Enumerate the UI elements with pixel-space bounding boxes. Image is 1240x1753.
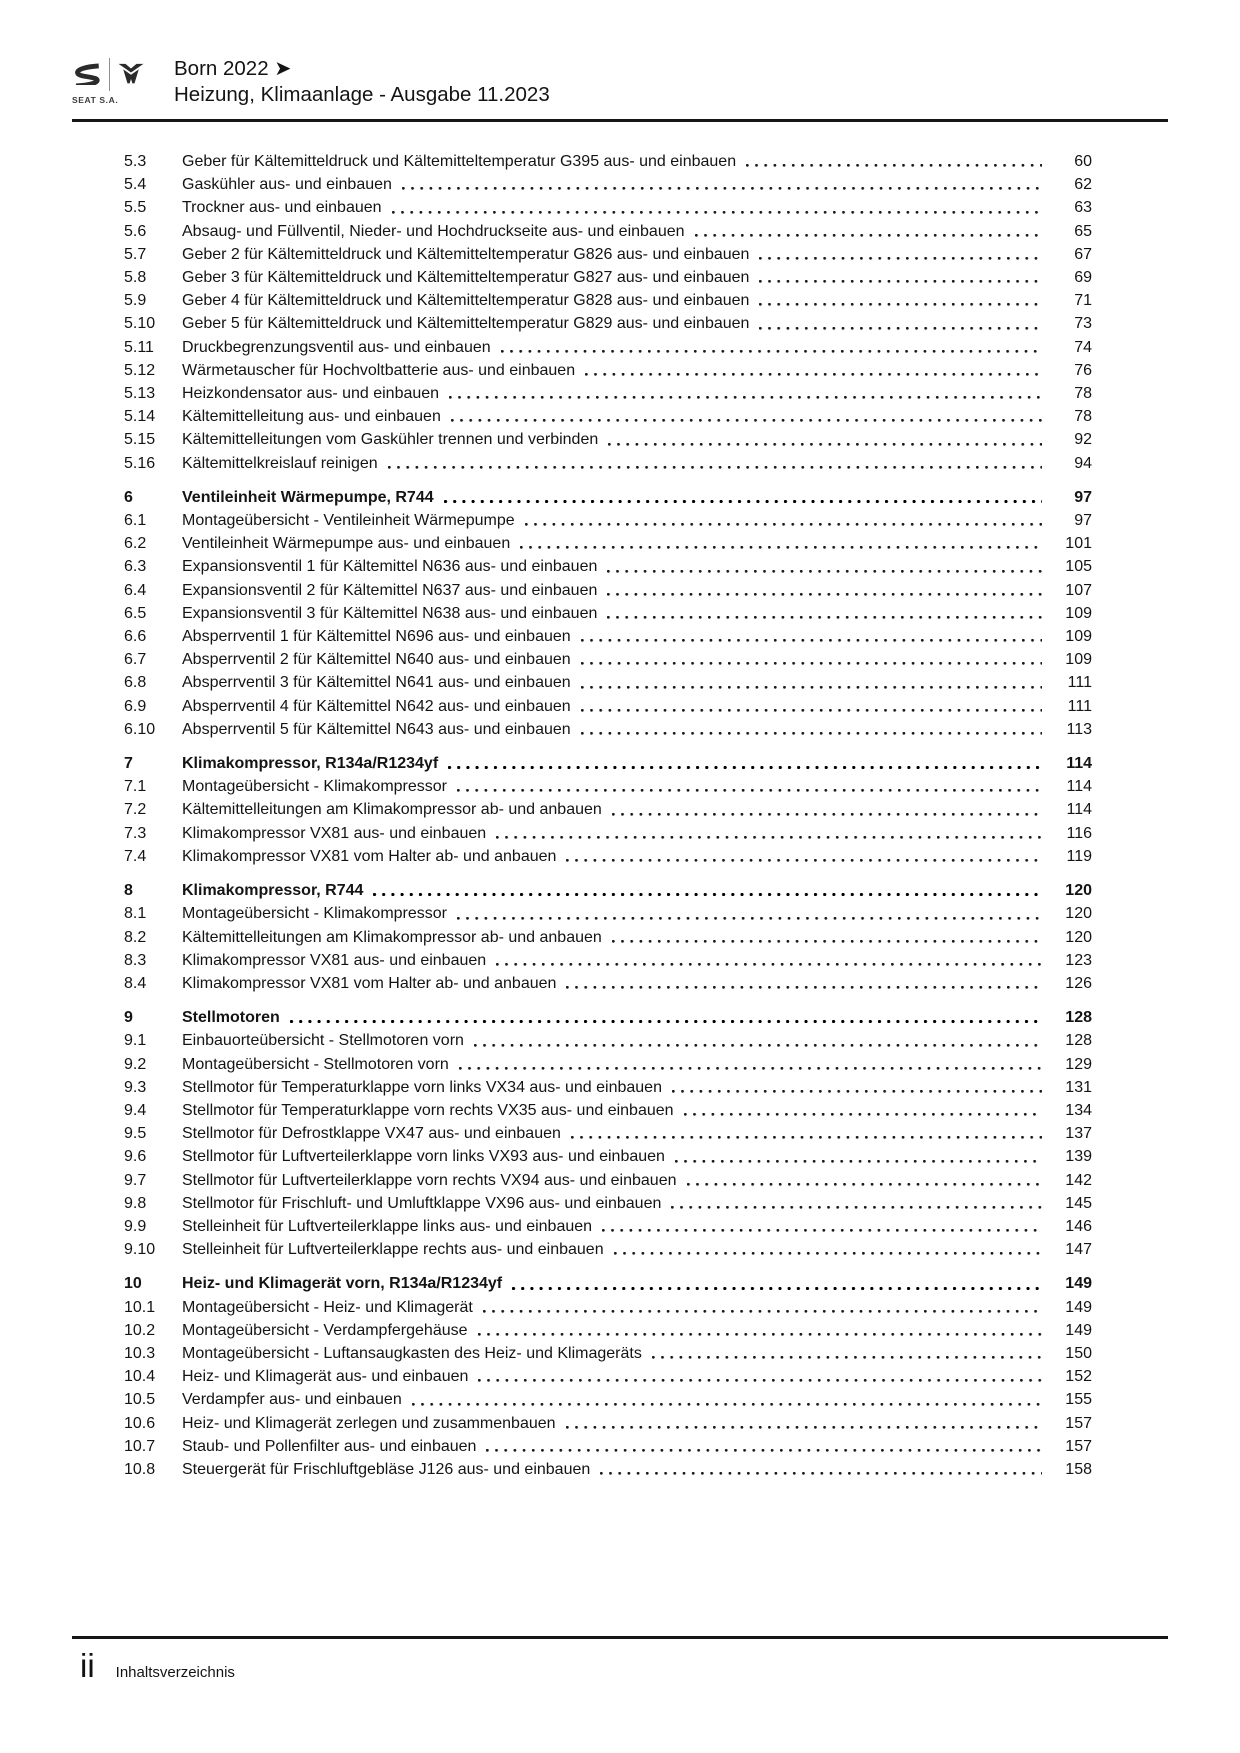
toc-entry-number: 10.3 bbox=[124, 1344, 156, 1362]
toc-entry-title: Druckbegrenzungsventil aus- und einbauen bbox=[182, 338, 491, 356]
toc-entry-page: 134 bbox=[1065, 1101, 1092, 1119]
dot-leader bbox=[566, 1412, 1042, 1435]
brand-block bbox=[72, 56, 158, 105]
toc-row bbox=[124, 486, 1092, 509]
toc-entry-number: 9.4 bbox=[124, 1101, 147, 1119]
toc-entry-number: 9.7 bbox=[124, 1171, 147, 1189]
toc-row bbox=[124, 1099, 1092, 1122]
toc-entry-page: 73 bbox=[1074, 315, 1092, 333]
toc-entry-number: 6.6 bbox=[124, 628, 147, 646]
toc-row bbox=[124, 1342, 1092, 1365]
dot-leader bbox=[448, 752, 1042, 775]
toc-entry-title: Stellmotoren bbox=[182, 1009, 280, 1027]
dot-leader bbox=[520, 532, 1042, 555]
toc-row bbox=[124, 798, 1092, 821]
toc-entry-title: Absperrventil 4 für Kältemittel N642 aus- und einbauen bbox=[182, 697, 571, 715]
toc-row bbox=[124, 1365, 1092, 1388]
toc-entry-number: 7 bbox=[124, 755, 133, 773]
toc-entry-number: 10.8 bbox=[124, 1460, 156, 1478]
toc-entry-number: 8.3 bbox=[124, 951, 147, 969]
toc-entry-title: Absperrventil 1 für Kältemittel N696 aus- und einbauen bbox=[182, 628, 571, 646]
toc-row bbox=[124, 1145, 1092, 1168]
toc-entry-title: Stellmotor für Frischluft- und Umluftklappe VX96 aus- und einbauen bbox=[182, 1194, 662, 1212]
document-header bbox=[72, 56, 550, 108]
toc-entry-title: Ventileinheit Wärmepumpe aus- und einbauen bbox=[182, 535, 511, 553]
brand-logos bbox=[72, 56, 158, 92]
toc-entry-title: Expansionsventil 3 für Kältemittel N638 aus- und einbauen bbox=[182, 604, 598, 622]
toc-entry-number: 7.4 bbox=[124, 847, 147, 865]
toc-entry-page: 76 bbox=[1074, 361, 1092, 379]
toc-entry-title: Absperrventil 3 für Kältemittel N641 aus- und einbauen bbox=[182, 674, 571, 692]
toc-entry-page: 74 bbox=[1074, 338, 1092, 356]
toc-row bbox=[124, 289, 1092, 312]
toc-entry-page: 113 bbox=[1066, 720, 1092, 738]
toc-row bbox=[124, 1192, 1092, 1215]
dot-leader bbox=[478, 1319, 1042, 1342]
header-titles bbox=[174, 56, 550, 108]
dot-leader bbox=[501, 336, 1042, 359]
toc-entry-number: 9.3 bbox=[124, 1078, 147, 1096]
dot-leader bbox=[444, 486, 1042, 509]
toc-entry-page: 92 bbox=[1074, 431, 1092, 449]
toc-entry-number: 6.1 bbox=[124, 512, 147, 530]
toc-row bbox=[124, 382, 1092, 405]
dot-leader bbox=[459, 1053, 1042, 1076]
dot-leader bbox=[581, 695, 1042, 718]
toc-entry-number: 10 bbox=[124, 1275, 142, 1293]
toc-row bbox=[124, 532, 1092, 555]
toc-row bbox=[124, 648, 1092, 671]
toc-entry-number: 6.2 bbox=[124, 535, 147, 553]
toc-entry-title: Expansionsventil 1 für Kältemittel N636 aus- und einbauen bbox=[182, 558, 598, 576]
toc-entry-page: 109 bbox=[1065, 628, 1092, 646]
toc-entry-title: Montageübersicht - Heiz- und Klimagerät bbox=[182, 1298, 473, 1316]
toc-entry-number: 10.5 bbox=[124, 1391, 156, 1409]
toc-entry-number: 7.2 bbox=[124, 801, 147, 819]
toc-entry-page: 128 bbox=[1065, 1009, 1092, 1027]
toc-entry-page: 137 bbox=[1065, 1125, 1092, 1143]
toc-entry-page: 129 bbox=[1065, 1055, 1092, 1073]
toc-row bbox=[124, 879, 1092, 902]
toc-entry-number: 9.8 bbox=[124, 1194, 147, 1212]
toc-entry-page: 139 bbox=[1065, 1148, 1092, 1166]
toc-entry-page: 71 bbox=[1074, 292, 1092, 310]
toc-entry-title: Montageübersicht - Verdampfergehäuse bbox=[182, 1321, 468, 1339]
toc-row bbox=[124, 902, 1092, 925]
toc-entry-title: Klimakompressor VX81 vom Halter ab- und anbauen bbox=[182, 847, 557, 865]
toc-entry-page: 69 bbox=[1074, 269, 1092, 287]
toc-entry-title: Heizkondensator aus- und einbauen bbox=[182, 385, 440, 403]
toc-entry-number: 10.6 bbox=[124, 1414, 156, 1432]
toc-entry-number: 6.3 bbox=[124, 558, 147, 576]
toc-list bbox=[124, 150, 1092, 1481]
toc-row bbox=[124, 1053, 1092, 1076]
toc-entry-title: Kältemittelleitungen am Klimakompressor ab- und anbauen bbox=[182, 801, 602, 819]
dot-leader bbox=[449, 382, 1042, 405]
toc-entry-number: 5.9 bbox=[124, 292, 147, 310]
toc-row bbox=[124, 671, 1092, 694]
toc-entry-number: 5.5 bbox=[124, 199, 147, 217]
toc-row bbox=[124, 972, 1092, 995]
toc-entry-page: 150 bbox=[1065, 1344, 1092, 1362]
dot-leader bbox=[474, 1029, 1042, 1052]
dot-leader bbox=[675, 1145, 1042, 1168]
toc-entry-page: 152 bbox=[1065, 1368, 1092, 1386]
dot-leader bbox=[612, 798, 1042, 821]
dot-leader bbox=[451, 405, 1042, 428]
toc-entry-page: 78 bbox=[1074, 385, 1092, 403]
toc-entry-page: 149 bbox=[1065, 1321, 1092, 1339]
toc-entry-title: Kältemittelleitungen vom Gaskühler trennen und verbinden bbox=[182, 431, 599, 449]
toc-entry-number: 6.8 bbox=[124, 674, 147, 692]
toc-entry-page: 78 bbox=[1074, 408, 1092, 426]
toc-entry-number: 5.3 bbox=[124, 153, 147, 170]
toc-entry-title: Montageübersicht - Ventileinheit Wärmepumpe bbox=[182, 512, 515, 530]
toc-entry-title: Steuergerät für Frischluftgebläse J126 aus- und einbauen bbox=[182, 1460, 591, 1478]
toc-entry-page: 62 bbox=[1074, 176, 1092, 194]
toc-row bbox=[124, 1412, 1092, 1435]
toc-entry-number: 9.5 bbox=[124, 1125, 147, 1143]
footer-page-number: ii bbox=[80, 1647, 95, 1684]
toc-entry-title: Klimakompressor, R134a/R1234yf bbox=[182, 755, 439, 773]
toc-row bbox=[124, 1388, 1092, 1411]
toc-entry-title: Heiz- und Klimagerät zerlegen und zusammenbauen bbox=[182, 1414, 556, 1432]
toc-entry-title: Kältemittelleitung aus- und einbauen bbox=[182, 408, 441, 426]
dot-leader bbox=[412, 1388, 1042, 1411]
toc-entry-page: 114 bbox=[1066, 801, 1092, 819]
toc-entry-page: 145 bbox=[1065, 1194, 1092, 1212]
dot-leader bbox=[496, 949, 1042, 972]
dot-leader bbox=[402, 173, 1042, 196]
dot-leader bbox=[566, 845, 1042, 868]
toc-entry-page: 123 bbox=[1065, 951, 1092, 969]
dot-leader bbox=[612, 926, 1042, 949]
toc-entry-page: 131 bbox=[1065, 1078, 1092, 1096]
toc-entry-page: 120 bbox=[1065, 928, 1092, 946]
dot-leader bbox=[684, 1099, 1042, 1122]
dot-leader bbox=[581, 718, 1042, 741]
toc-entry-title: Stellmotor für Defrostklappe VX47 aus- und einbauen bbox=[182, 1125, 561, 1143]
footer-rule bbox=[72, 1636, 1168, 1639]
toc-entry-number: 10.7 bbox=[124, 1437, 156, 1455]
toc-entry-number: 6.10 bbox=[124, 720, 156, 738]
toc-row bbox=[124, 428, 1092, 451]
toc-entry-title: Stellmotor für Temperaturklappe vorn rechts VX35 aus- und einbauen bbox=[182, 1101, 674, 1119]
toc-entry-page: 111 bbox=[1067, 697, 1092, 715]
toc-entry-title: Stellmotor für Temperaturklappe vorn links VX34 aus- und einbauen bbox=[182, 1078, 662, 1096]
dot-leader bbox=[607, 579, 1042, 602]
toc-row bbox=[124, 775, 1092, 798]
toc-entry-page: 147 bbox=[1065, 1241, 1092, 1259]
toc-row bbox=[124, 266, 1092, 289]
toc-entry-title: Klimakompressor VX81 aus- und einbauen bbox=[182, 824, 487, 842]
brand-name: SEAT S.A. bbox=[72, 95, 119, 105]
dot-leader bbox=[614, 1238, 1042, 1261]
dot-leader bbox=[457, 775, 1042, 798]
toc-row bbox=[124, 150, 1092, 173]
toc-entry-title: Geber 3 für Kältemitteldruck und Kältemitteltemperatur G827 aus- und einbauen bbox=[182, 269, 750, 287]
toc-entry-page: 114 bbox=[1066, 755, 1092, 773]
toc-entry-title: Kältemittelkreislauf reinigen bbox=[182, 454, 378, 472]
toc-entry-page: 126 bbox=[1065, 974, 1092, 992]
toc-entry-title: Stellmotor für Luftverteilerklappe vorn rechts VX94 aus- und einbauen bbox=[182, 1171, 677, 1189]
toc-row bbox=[124, 1272, 1092, 1295]
dot-leader bbox=[525, 509, 1042, 532]
toc-row bbox=[124, 602, 1092, 625]
dot-leader bbox=[672, 1076, 1042, 1099]
model-title: Born 2022 ➤ bbox=[174, 57, 292, 80]
toc-entry-title: Geber für Kältemitteldruck und Kältemitteltemperatur G395 aus- und einbauen bbox=[182, 153, 737, 170]
toc-entry-page: 101 bbox=[1065, 535, 1092, 553]
toc-row bbox=[124, 1169, 1092, 1192]
dot-leader bbox=[486, 1435, 1042, 1458]
toc-row bbox=[124, 336, 1092, 359]
toc-row bbox=[124, 579, 1092, 602]
toc-entry-title: Montageübersicht - Klimakompressor bbox=[182, 905, 447, 923]
toc-entry-title: Kältemittelleitungen am Klimakompressor ab- und anbauen bbox=[182, 928, 602, 946]
toc-entry-page: 65 bbox=[1074, 222, 1092, 240]
toc-entry-title: Trockner aus- und einbauen bbox=[182, 199, 382, 217]
toc-entry-number: 5.13 bbox=[124, 385, 156, 403]
toc-row bbox=[124, 452, 1092, 475]
toc-entry-number: 8.4 bbox=[124, 974, 147, 992]
toc-row bbox=[124, 555, 1092, 578]
toc-entry-page: 109 bbox=[1065, 604, 1092, 622]
toc-entry-number: 5.15 bbox=[124, 431, 156, 449]
toc-entry-title: Heiz- und Klimagerät aus- und einbauen bbox=[182, 1368, 469, 1386]
toc-entry-number: 10.1 bbox=[124, 1298, 156, 1316]
toc-entry-title: Montageübersicht - Luftansaugkasten des Heiz- und Klimageräts bbox=[182, 1344, 642, 1362]
toc-entry-number: 5.8 bbox=[124, 269, 147, 287]
toc-row bbox=[124, 509, 1092, 532]
toc-entry-page: 97 bbox=[1074, 488, 1092, 506]
toc-entry-page: 107 bbox=[1065, 581, 1092, 599]
toc-entry-page: 158 bbox=[1065, 1460, 1092, 1478]
toc-entry-title: Verdampfer aus- und einbauen bbox=[182, 1391, 402, 1409]
toc-entry-title: Stellmotor für Luftverteilerklappe vorn links VX93 aus- und einbauen bbox=[182, 1148, 665, 1166]
toc-row bbox=[124, 822, 1092, 845]
toc-entry-page: 60 bbox=[1074, 153, 1092, 170]
toc-entry-number: 8.2 bbox=[124, 928, 147, 946]
dot-leader bbox=[759, 266, 1042, 289]
dot-leader bbox=[496, 822, 1042, 845]
toc-entry-page: 111 bbox=[1067, 674, 1092, 692]
dot-leader bbox=[392, 196, 1042, 219]
toc-entry-page: 155 bbox=[1065, 1391, 1092, 1409]
dot-leader bbox=[478, 1365, 1042, 1388]
logo-divider bbox=[109, 58, 110, 91]
dot-leader bbox=[746, 150, 1042, 173]
dot-leader bbox=[607, 555, 1042, 578]
toc-entry-page: 120 bbox=[1065, 905, 1092, 923]
toc-entry-number: 5.11 bbox=[124, 338, 154, 356]
document-footer bbox=[80, 1648, 235, 1684]
toc-entry-number: 10.4 bbox=[124, 1368, 156, 1386]
toc-entry-page: 157 bbox=[1065, 1437, 1092, 1455]
toc-entry-title: Ventileinheit Wärmepumpe, R744 bbox=[182, 488, 434, 506]
header-rule bbox=[72, 119, 1168, 122]
dot-leader bbox=[602, 1215, 1042, 1238]
toc-row bbox=[124, 1122, 1092, 1145]
toc-entry-title: Staub- und Pollenfilter aus- und einbauen bbox=[182, 1437, 477, 1455]
toc-entry-title: Geber 5 für Kältemitteldruck und Kältemitteltemperatur G829 aus- und einbauen bbox=[182, 315, 750, 333]
toc-row bbox=[124, 196, 1092, 219]
toc-entry-title: Klimakompressor, R744 bbox=[182, 882, 364, 900]
toc-entry-number: 5.4 bbox=[124, 176, 147, 194]
toc-entry-page: 157 bbox=[1065, 1414, 1092, 1432]
toc-entry-title: Absperrventil 2 für Kältemittel N640 aus- und einbauen bbox=[182, 651, 571, 669]
toc-row bbox=[124, 695, 1092, 718]
toc-entry-number: 9.6 bbox=[124, 1148, 147, 1166]
toc-entry-page: 94 bbox=[1074, 454, 1092, 472]
dot-leader bbox=[483, 1296, 1042, 1319]
toc-entry-number: 9.9 bbox=[124, 1217, 147, 1235]
toc-row bbox=[124, 1458, 1092, 1481]
toc-entry-page: 116 bbox=[1066, 824, 1092, 842]
dot-leader bbox=[607, 602, 1042, 625]
toc-entry-page: 109 bbox=[1065, 651, 1092, 669]
dot-leader bbox=[571, 1122, 1042, 1145]
toc-entry-page: 120 bbox=[1065, 882, 1092, 900]
toc-entry-number: 8 bbox=[124, 882, 133, 900]
toc-entry-page: 146 bbox=[1065, 1217, 1092, 1235]
toc-entry-page: 119 bbox=[1066, 847, 1092, 865]
toc-entry-title: Montageübersicht - Klimakompressor bbox=[182, 778, 447, 796]
toc-row bbox=[124, 1006, 1092, 1029]
toc-entry-number: 6.9 bbox=[124, 697, 147, 715]
toc-entry-number: 5.16 bbox=[124, 454, 156, 472]
dot-leader bbox=[695, 220, 1042, 243]
toc-entry-page: 105 bbox=[1065, 558, 1092, 576]
dot-leader bbox=[581, 648, 1042, 671]
dot-leader bbox=[759, 243, 1042, 266]
dot-leader bbox=[373, 879, 1042, 902]
toc-entry-number: 6.7 bbox=[124, 651, 147, 669]
toc-row bbox=[124, 1215, 1092, 1238]
toc-entry-number: 6 bbox=[124, 488, 133, 506]
toc-entry-number: 5.6 bbox=[124, 222, 147, 240]
footer-label: Inhaltsverzeichnis bbox=[115, 1664, 235, 1681]
toc-entry-number: 6.5 bbox=[124, 604, 147, 622]
toc-entry-number: 5.12 bbox=[124, 361, 156, 379]
toc-entry-title: Heiz- und Klimagerät vorn, R134a/R1234yf bbox=[182, 1275, 503, 1293]
dot-leader bbox=[457, 902, 1042, 925]
toc-row bbox=[124, 1076, 1092, 1099]
seat-logo-icon bbox=[72, 63, 102, 85]
toc-entry-title: Stelleinheit für Luftverteilerklappe rechts aus- und einbauen bbox=[182, 1241, 604, 1259]
dot-leader bbox=[759, 312, 1042, 335]
toc-entry-title: Absperrventil 5 für Kältemittel N643 aus- und einbauen bbox=[182, 720, 571, 738]
toc-row bbox=[124, 1029, 1092, 1052]
toc-entry-number: 9.10 bbox=[124, 1241, 156, 1259]
toc-row bbox=[124, 243, 1092, 266]
toc-entry-title: Absaug- und Füllventil, Nieder- und Hochdruckseite aus- und einbauen bbox=[182, 222, 685, 240]
dot-leader bbox=[512, 1272, 1042, 1295]
dot-leader bbox=[600, 1458, 1042, 1481]
toc-row bbox=[124, 752, 1092, 775]
toc-row bbox=[124, 173, 1092, 196]
toc-row bbox=[124, 1238, 1092, 1261]
toc-entry-title: Stelleinheit für Luftverteilerklappe links aus- und einbauen bbox=[182, 1217, 593, 1235]
dot-leader bbox=[388, 452, 1042, 475]
toc-entry-page: 142 bbox=[1065, 1171, 1092, 1189]
toc-row bbox=[124, 625, 1092, 648]
toc-row bbox=[124, 312, 1092, 335]
dot-leader bbox=[652, 1342, 1042, 1365]
toc-entry-number: 7.1 bbox=[124, 778, 147, 796]
toc-row bbox=[124, 845, 1092, 868]
toc-entry-title: Einbauorteübersicht - Stellmotoren vorn bbox=[182, 1032, 464, 1050]
toc-entry-title: Geber 4 für Kältemitteldruck und Kältemitteltemperatur G828 aus- und einbauen bbox=[182, 292, 750, 310]
toc-row bbox=[124, 1319, 1092, 1342]
toc-entry-page: 149 bbox=[1065, 1275, 1092, 1293]
toc-entry-title: Wärmetauscher für Hochvoltbatterie aus- und einbauen bbox=[182, 361, 576, 379]
toc-entry-number: 9.2 bbox=[124, 1055, 147, 1073]
toc-entry-number: 7.3 bbox=[124, 824, 147, 842]
dot-leader bbox=[290, 1006, 1042, 1029]
doc-title: Heizung, Klimaanlage - Ausgabe 11.2023 bbox=[174, 83, 550, 106]
toc-entry-title: Gaskühler aus- und einbauen bbox=[182, 176, 392, 194]
toc-row bbox=[124, 949, 1092, 972]
toc-entry-title: Montageübersicht - Stellmotoren vorn bbox=[182, 1055, 449, 1073]
toc-row bbox=[124, 718, 1092, 741]
dot-leader bbox=[759, 289, 1042, 312]
dot-leader bbox=[585, 359, 1042, 382]
toc-entry-number: 10.2 bbox=[124, 1321, 156, 1339]
dot-leader bbox=[581, 625, 1042, 648]
toc-entry-title: Klimakompressor VX81 vom Halter ab- und anbauen bbox=[182, 974, 557, 992]
toc-entry-number: 9.1 bbox=[124, 1032, 147, 1050]
toc-entry-number: 5.7 bbox=[124, 245, 147, 263]
toc-entry-page: 128 bbox=[1065, 1032, 1092, 1050]
toc-entry-number: 8.1 bbox=[124, 905, 147, 923]
toc-entry-number: 9 bbox=[124, 1009, 133, 1027]
dot-leader bbox=[671, 1192, 1042, 1215]
toc-row bbox=[124, 220, 1092, 243]
cupra-logo-icon bbox=[117, 61, 145, 87]
toc-entry-title: Geber 2 für Kältemitteldruck und Kältemitteltemperatur G826 aus- und einbauen bbox=[182, 245, 750, 263]
toc-row bbox=[124, 1296, 1092, 1319]
toc-entry-number: 5.10 bbox=[124, 315, 156, 333]
dot-leader bbox=[566, 972, 1042, 995]
dot-leader bbox=[687, 1169, 1043, 1192]
toc-entry-page: 114 bbox=[1066, 778, 1092, 796]
dot-leader bbox=[581, 671, 1042, 694]
toc-entry-title: Expansionsventil 2 für Kältemittel N637 aus- und einbauen bbox=[182, 581, 598, 599]
dot-leader bbox=[608, 428, 1042, 451]
toc-row bbox=[124, 359, 1092, 382]
toc-entry-number: 5.14 bbox=[124, 408, 156, 426]
toc-row bbox=[124, 405, 1092, 428]
toc-entry-page: 63 bbox=[1074, 199, 1092, 217]
toc-row bbox=[124, 1435, 1092, 1458]
toc-entry-title: Klimakompressor VX81 aus- und einbauen bbox=[182, 951, 487, 969]
toc-entry-page: 67 bbox=[1074, 245, 1092, 263]
toc-entry-page: 97 bbox=[1074, 512, 1092, 530]
toc-row bbox=[124, 926, 1092, 949]
toc-entry-number: 6.4 bbox=[124, 581, 147, 599]
toc-entry-page: 149 bbox=[1065, 1298, 1092, 1316]
